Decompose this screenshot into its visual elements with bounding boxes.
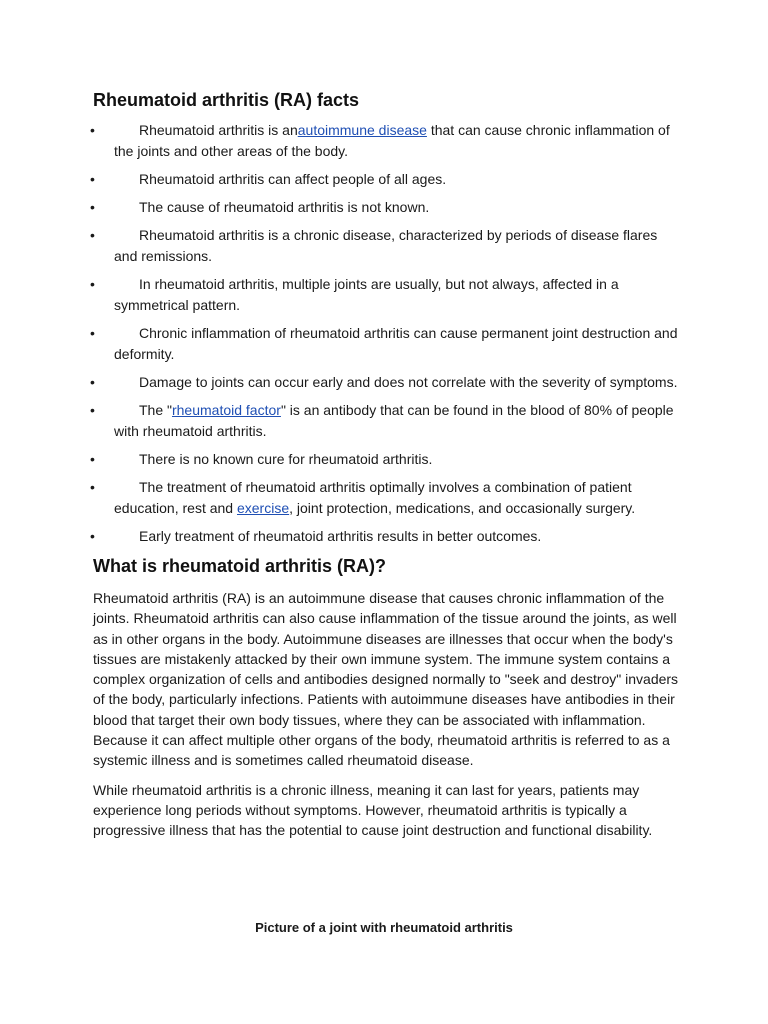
bullet-icon: • [90,402,95,418]
bullet-icon: • [90,227,95,243]
fact-item-10 [90,477,683,519]
paragraph-2: While rheumatoid arthritis is a chronic illness, meaning it can last for years, patients may experience long periods without symptoms. However, rheumatoid arthritis is typically a progressive illness that has the potential to cause joint destruction and functional disability. [93,781,653,839]
autoimmune-disease-link[interactable]: autoimmune disease [297,122,427,138]
fact-item-6 [90,323,683,365]
fact-text: Rheumatoid arthritis is a chronic disease, characterized by periods of disease flares and remissions. [114,227,658,264]
bullet-icon: • [90,479,95,495]
fact-text: Chronic inflammation of rheumatoid arthritis can cause permanent joint destruction and deformity. [114,325,678,362]
fact-item-9 [90,449,683,470]
fact-item-5 [90,274,683,316]
fact-text: Early treatment of rheumatoid arthritis results in better outcomes. [139,528,542,544]
fact-item-2 [90,169,683,190]
facts-heading: Rheumatoid arthritis (RA) facts [93,90,360,110]
fact-text: Damage to joints can occur early and does not correlate with the severity of symptoms. [139,374,678,390]
fact-item-4 [90,225,683,267]
bullet-icon: • [90,451,95,467]
rheumatoid-factor-link[interactable]: rheumatoid factor [171,402,281,418]
bullet-icon: • [90,374,95,390]
exercise-link[interactable]: exercise [236,500,290,516]
fact-text: The treatment of rheumatoid arthritis optimally involves a combination of patient education, rest and [114,479,632,516]
fact-text: " is an antibody that can be found in the blood of 80% of people with rheumatoid arthritis. [114,402,674,439]
fact-text: Rheumatoid arthritis can affect people of all ages. [139,171,447,187]
facts-list [90,120,683,547]
bullet-icon: • [90,171,95,187]
fact-text: In rheumatoid arthritis, multiple joints are usually, but not always, affected in a symmetrical pattern. [114,276,619,313]
document-content [90,88,683,850]
what-is-ra-heading: What is rheumatoid arthritis (RA)? [93,556,387,576]
fact-item-1 [90,120,683,162]
paragraph-1: Rheumatoid arthritis (RA) is an autoimmune disease that causes chronic inflammation of the joints. Rheumatoid arthritis can also cause inflammation of the tissue around the joints, as well as in other organs in the body. Autoimmune diseases are illnesses that occur when the body's tissues are mistakenly attacked by their own immune system. The immune system contains a complex organization of cells and antibodies designed normally to "seek and destroy" invaders of the body, particularly infections. Patients with autoimmune diseases have antibodies in their blood that target their own body tissues, where they can be associated with inflammation. Because it can affect multiple other organs of the body, rheumatoid arthritis is referred to as a systemic illness and is sometimes called rheumatoid disease. [93,590,679,769]
bullet-icon: • [90,528,95,544]
fact-text: The " [139,402,172,418]
fact-text: , joint protection, medications, and occasionally surgery. [289,500,636,516]
fact-item-8 [90,400,683,442]
fact-item-7 [90,372,683,393]
fact-item-11 [90,526,683,547]
bullet-icon: • [90,122,95,138]
bullet-icon: • [90,199,95,215]
fact-text: Rheumatoid arthritis is an [139,122,298,138]
fact-text: that can cause chronic inflammation of the joints and other areas of the body. [114,122,670,159]
fact-text: The cause of rheumatoid arthritis is not known. [139,199,430,215]
bullet-icon: • [90,276,95,292]
fact-item-3 [90,197,683,218]
bullet-icon: • [90,325,95,341]
image-caption: Picture of a joint with rheumatoid arthritis [255,920,513,935]
fact-text: There is no known cure for rheumatoid arthritis. [139,451,433,467]
